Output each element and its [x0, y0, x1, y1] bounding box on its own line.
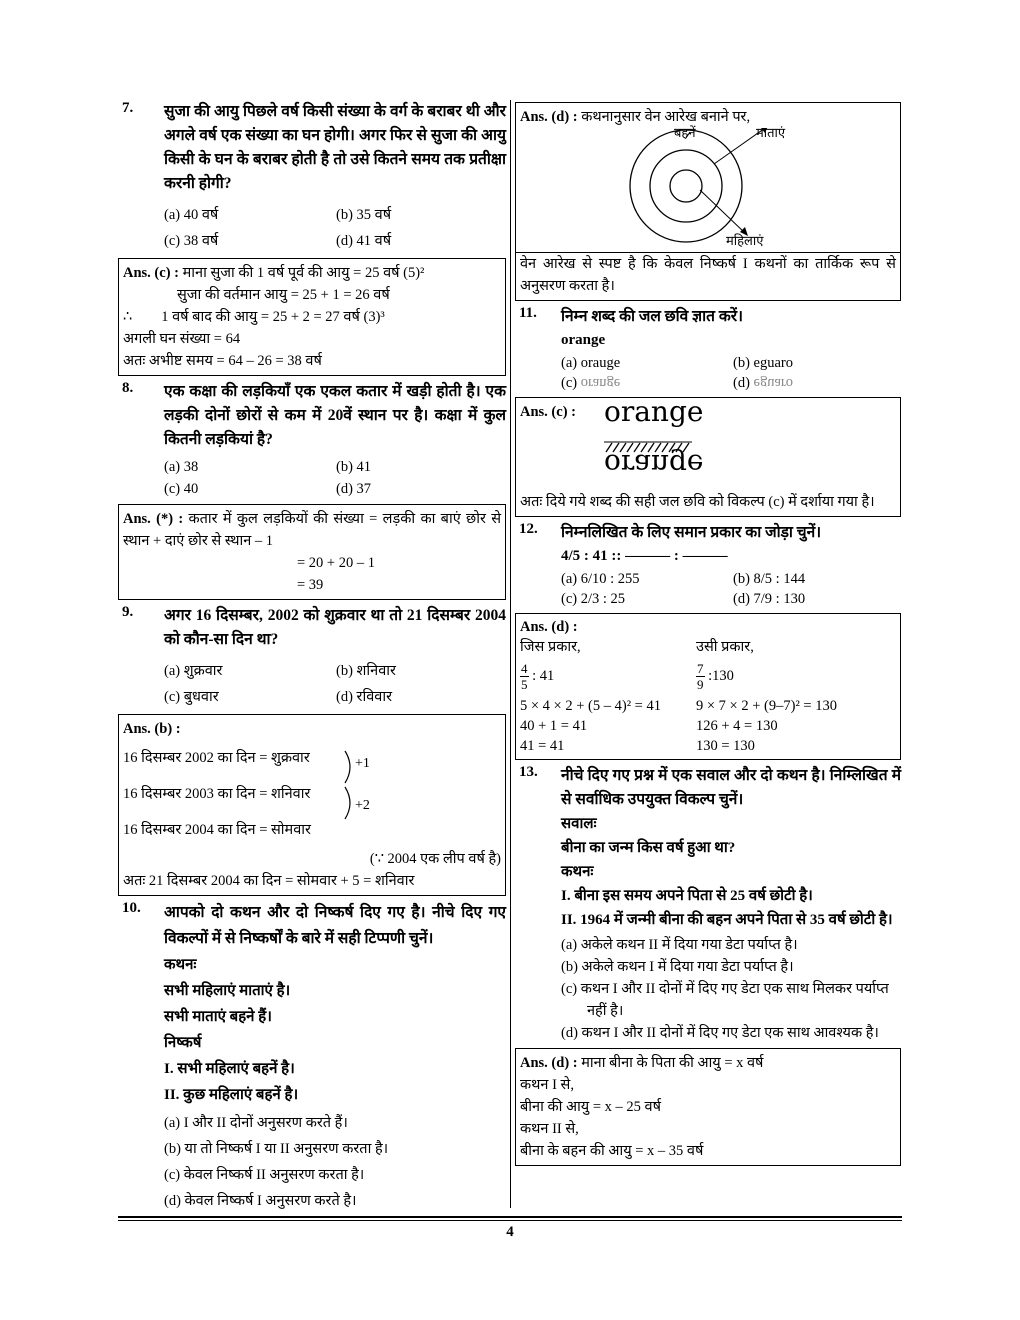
answer-row: [520, 716, 896, 736]
answer-line: अतः 21 दिसम्बर 2004 का दिन = सोमवार + 5 = शनिवार: [123, 873, 415, 889]
answer-line: बीना के बहन की आयु = x – 35 वर्ष: [520, 1143, 704, 1159]
question-text: आपको दो कथन और दो निष्कर्ष दिए गए है। नीचे दिए गए विकल्पों में से निष्कर्षों के बारे में सही टिप्पणी चुनें।: [164, 904, 506, 947]
option-d: (d) केवल निष्कर्ष I अनुसरण करते है।: [164, 1193, 357, 1209]
calc-cell: 9 × 7 × 2 + (9–7)² = 130: [696, 698, 837, 714]
original-word: orange: [604, 395, 704, 428]
question-text: निम्न शब्द की जल छवि ज्ञात करें।: [561, 308, 743, 325]
answer-line: माना बीना के पिता की आयु = x वर्ष: [581, 1055, 764, 1071]
column-divider: [510, 100, 511, 1208]
answer-line: 16 दिसम्बर 2004 का दिन = सोमवार: [123, 822, 311, 838]
option-c: (c) केवल निष्कर्ष II अनुसरण करता है।: [164, 1167, 365, 1183]
answer-box-8: [118, 504, 506, 600]
answer-line: = 20 + 20 – 1: [297, 555, 375, 571]
answer-line: = 39: [297, 577, 324, 593]
option-d: (d) 37: [336, 481, 372, 497]
label-women: महिलाएं: [726, 233, 764, 248]
options: [164, 456, 506, 500]
conclusion: II. कुछ महिलाएं बहनें है।: [164, 1087, 299, 1103]
option-c: (c) orange: [561, 375, 621, 391]
option-c: (c) कथन I और II दोनों में दिए गए डेटा एक साथ मिलकर पर्याप्त नहीं है।: [561, 981, 889, 1019]
venn-circles: [520, 128, 896, 252]
column-head: उसी प्रकार,: [696, 639, 754, 655]
fraction-expression: $\frac{4}{5}$ : 41: [521, 661, 555, 692]
option-a: (a) orauge: [561, 355, 621, 371]
option-a: (a) I और II दोनों अनुसरण करते हैं।: [164, 1115, 348, 1131]
plus-two-label: +2: [355, 798, 370, 813]
calc-cell: 126 + 4 = 130: [696, 718, 778, 734]
answer-line: (∵ 2004 एक लीप वर्ष है): [369, 851, 501, 867]
answer-line: कथन I से,: [520, 1077, 574, 1093]
calc-cell: 130 = 130: [696, 738, 755, 754]
option-c: (c) 2/3 : 25: [561, 591, 626, 607]
option-a: (a) अकेले कथन II में दिया गया डेटा पर्याप्त है।: [561, 937, 798, 953]
left-column: [118, 100, 506, 1214]
answer-box-7: [118, 258, 506, 376]
question-heading: सवालः: [561, 816, 597, 832]
right-column: [515, 100, 901, 1170]
option-a: (a) 40 वर्ष: [164, 207, 219, 223]
question-text: निम्नलिखित के लिए समान प्रकार का जोड़ा चुनें।: [561, 524, 822, 541]
answer-row: [520, 661, 896, 692]
mirrored-word-c: orange: [580, 375, 621, 391]
option-b: (b) शनिवार: [336, 663, 396, 679]
venn-diagram: [520, 125, 896, 252]
question-number: 11.: [519, 305, 537, 321]
option-b: (b) 8/5 : 144: [733, 571, 806, 587]
options: [164, 202, 506, 254]
question-number: 10.: [122, 900, 141, 916]
mirrored-word: orange: [604, 448, 704, 481]
question-7: [118, 100, 506, 254]
option-c: (c) बुधवार: [164, 689, 219, 705]
question-number: 12.: [519, 521, 538, 537]
answer-row: [520, 736, 896, 756]
statement-heading: कथनः: [561, 864, 594, 880]
question-text: अगर 16 दिसम्बर, 2002 को शुक्रवार था तो 21 दिसम्बर 2004 को कौन-सा दिन था?: [164, 607, 506, 648]
plus-one-label: +1: [355, 756, 370, 771]
statement: II. 1964 में जन्मी बीना की बहन अपने पिता से 35 वर्ष छोटी है।: [561, 912, 893, 928]
option-b: (b) 35 वर्ष: [336, 207, 392, 223]
pattern: 4/5 : 41 :: ——— : ———: [561, 548, 728, 564]
question-text: नीचे दिए गए प्रश्न में एक सवाल और दो कथन है। निम्लिखित में से सर्वाधिक उपयुक्त विकल्प चुनें।: [561, 767, 901, 808]
answer-box-10: [515, 102, 901, 301]
options: [164, 1110, 506, 1214]
conclusion: I. सभी महिलाएं बहनें है।: [164, 1061, 295, 1077]
question-9: [118, 604, 506, 710]
question-12: [515, 521, 901, 609]
option-a: (a) 38: [164, 459, 199, 475]
answer-intro: कथनानुसार वेन आरेख बनाने पर,: [581, 109, 751, 125]
question-text: सुजा की आयु पिछले वर्ष किसी संख्या के वर्ग के बराबर थी और अगले वर्ष एक संख्या का घन होगी। अगर फिर से सुजा की आयु किसी के घन के बराबर होती है तो उसे कितने समय तक प्रतीक्षा करनी होगी?: [164, 103, 506, 192]
statement: I. बीना इस समय अपने पिता से 25 वर्ष छोटी है।: [561, 888, 813, 904]
answer-line: अतः अभीष्ट समय = 64 – 26 = 38 वर्ष: [123, 353, 322, 369]
option-d: (d) 41 वर्ष: [336, 233, 392, 249]
answer-line: सुजा की वर्तमान आयु = 25 + 1 = 26 वर्ष: [177, 287, 390, 303]
option-b: (b) अकेले कथन I में दिया गया डेटा पर्याप्त है।: [561, 959, 794, 975]
answer-label: Ans. (*) :: [123, 511, 184, 527]
answer-box-12: [515, 613, 901, 760]
options: [561, 569, 901, 609]
answer-line: 16 दिसम्बर 2002 का दिन = शुक्रवार: [123, 750, 310, 766]
calc-cell: 5 × 4 × 2 + (5 – 4)² = 41: [520, 698, 661, 714]
page-number: 4: [506, 1224, 514, 1240]
option-d: (d) 7/9 : 130: [733, 591, 806, 607]
option-b: (b) eguaro: [733, 355, 793, 371]
question-number: 13.: [519, 764, 538, 780]
options: [164, 658, 506, 710]
answer-row: [520, 696, 896, 716]
fraction-expression: $\frac{7}{9}$ :130: [697, 661, 734, 692]
option-d: (d) कथन I और II दोनों में दिए गए डेटा एक साथ आवश्यक है।: [561, 1025, 879, 1041]
question-8: [118, 380, 506, 500]
option-c: (c) 38 वर्ष: [164, 233, 219, 249]
answer-line: बीना की आयु = x – 25 वर्ष: [520, 1099, 661, 1115]
answer-line: माना सुजा की 1 वर्ष पूर्व की आयु = 25 वर्ष (5)²: [182, 265, 425, 281]
answer-conclusion: वेन आरेख से स्पष्ट है कि केवल निष्कर्ष I कथनों का तार्किक रूप से अनुसरण करता है।: [516, 252, 900, 297]
question-line: बीना का जन्म किस वर्ष हुआ था?: [561, 840, 736, 856]
calc-cell: 40 + 1 = 41: [520, 718, 588, 734]
answer-label: Ans. (d) :: [520, 1055, 578, 1071]
option-b: (b) 41: [336, 459, 372, 475]
answer-line: कथन II से,: [520, 1121, 579, 1137]
footer-rule-thin: [118, 1220, 902, 1221]
statement-heading: कथनः: [164, 957, 197, 973]
option-b: (b) या तो निष्कर्ष I या II अनुसरण करता है।: [164, 1141, 389, 1157]
option-a: (a) शुक्रवार: [164, 663, 223, 679]
option-c: (c) 40: [164, 481, 199, 497]
footer-rule: [118, 1216, 902, 1218]
label-mothers: माताएं: [756, 125, 786, 140]
answer-text: अतः दिये गये शब्द की सही जल छवि को विकल्प (c) में दर्शाया गया है।: [520, 494, 875, 510]
answer-label: Ans. (c) :: [520, 404, 576, 420]
options: [561, 934, 901, 1044]
statement: सभी महिलाएं माताएं है।: [164, 983, 291, 999]
label-sisters: बहनें: [674, 125, 696, 140]
mirrored-word-d: eguaro: [753, 375, 793, 391]
option-d: (d) रविवार: [336, 689, 393, 705]
answer-label: Ans. (b) :: [123, 721, 181, 737]
conclusion-heading: निष्कर्ष: [164, 1035, 202, 1051]
answer-line: 16 दिसम्बर 2003 का दिन = शनिवार: [123, 786, 311, 802]
answer-label: Ans. (c) :: [123, 265, 179, 281]
option-a: (a) 6/10 : 255: [561, 571, 640, 587]
answer-row: [520, 637, 896, 657]
option-d: (d) eguaro: [733, 375, 793, 391]
question-number: 9.: [122, 604, 134, 620]
question-text: एक कक्षा की लड़कियाँ एक एकल कतार में खड़ी होती है। एक लड़की दोनों छोरों से कम में 20वें स्थान पर है। कक्षा में कुल कितनी लड़कियां है?: [164, 383, 506, 448]
calc-cell: 41 = 41: [520, 738, 565, 754]
answer-box-9: [118, 714, 506, 896]
answer-box-13: [515, 1048, 901, 1166]
question-10: [118, 900, 506, 1214]
question-11: [515, 305, 901, 393]
question-13: [515, 764, 901, 1044]
question-number: 7.: [122, 100, 134, 116]
column-head: जिस प्रकार,: [520, 639, 581, 655]
given-word: orange: [561, 332, 606, 348]
answer-box-11: [515, 397, 901, 517]
answer-line: ∴ 1 वर्ष बाद की आयु = 25 + 2 = 27 वर्ष (3)³: [123, 309, 385, 325]
answer-line: अगली घन संख्या = 64: [123, 331, 241, 347]
answer-line: कतार में कुल लड़कियों की संख्या = लड़की का बाएं छोर से स्थान + दाएं छोर से स्थान – 1: [123, 511, 502, 549]
question-number: 8.: [122, 380, 134, 396]
statement: सभी माताएं बहने हैं।: [164, 1009, 272, 1025]
answer-label: Ans. (d) :: [520, 109, 578, 125]
options: [561, 353, 901, 393]
answer-label: Ans. (d) :: [520, 619, 578, 635]
